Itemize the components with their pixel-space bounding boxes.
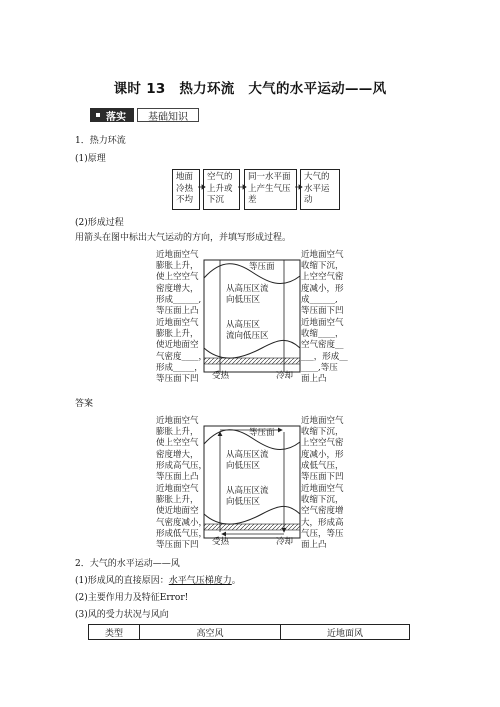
page-title: 课时 13 热力环流 大气的水平运动——风 [113,81,387,97]
heated-label-1: 受热 [212,371,230,381]
cooled-label-2: 冷却 [276,537,294,547]
wind-cause: (1)形成风的直接原因：水平气压梯度力。 [75,576,241,586]
lower-flow-2b: 向低压区 [226,497,261,507]
heated-label-2: 受热 [212,537,230,547]
principle-label: (1)原理 [75,154,106,164]
answer-label: 答案 [75,399,94,409]
flow-text-3: 同一水平面上产生气压差 [248,172,291,205]
table-header: 类型 [89,625,140,640]
isobar-label-1: 等压面 [249,262,275,272]
lower-flow-2a: 从高压区流 [226,486,269,496]
wind-force-state: (3)风的受力状况与风向 [75,610,169,620]
lower-flow-1b: 流向低压区 [226,331,269,341]
table-header: 近地面风 [281,625,410,640]
process-label: (2)形成过程 [75,218,124,228]
flow-text-4: 大气的水平运动 [304,172,330,205]
cooled-label-1: 冷却 [276,371,294,381]
lower-flow-1a: 从高压区 [226,320,261,330]
upper-flow-2a: 从高压区流 [226,450,269,460]
isobar-label-2: 等压面 [249,428,275,438]
heading-wind: 2．大气的水平运动——风 [75,559,180,569]
d1-left-bottom: 近地面空气 膨胀上升， 使近地面空 气密度____， 形成_____， 等压面下凹 [156,318,208,385]
flow-text-2: 空气的上升或下沉 [207,172,233,205]
d1-right-bottom: 近地面空气 收缩____， 空气密度__ ___，形成__ ____,等压 面上凸 [301,318,348,385]
heading-thermal: 1．热力环流 [75,136,126,146]
tag-light: 基础知识 [137,108,199,122]
d2-left-top: 近地面空气 膨胀上升， 使上空空气 密度增大， 形成高气压， 等压面上凸 [156,416,208,483]
flow-text-1: 地面冷热不均 [176,172,194,205]
d2-left-bottom: 近地面空气 膨胀上升， 使近地面空 气密度减小， 形成低气压， 等压面下凹 [156,484,208,551]
table-header: 高空风 [140,625,281,640]
tag-dark: 落实 [90,108,134,122]
wind-cause-answer: 水平气压梯度力 [168,576,232,586]
upper-flow-1a: 从高压区流 [226,284,269,294]
wind-table [88,624,410,640]
d1-right-top: 近地面空气 收缩下沉， 上空空气密 度减小，形 成______, 等压面下凹 [301,250,344,317]
wind-force: (2)主要作用力及特征Error! [75,593,189,603]
d2-right-top: 近地面空气 收缩下沉， 上空空气密 度减小，形 成低气压， 等压面下凹 [301,416,344,483]
d2-right-bottom: 近地面空气 收缩下沉， 空气密度增 大，形成高 气压，等压 面上凸 [301,484,344,551]
d1-left-top: 近地面空气 膨胀上升， 使上空空气 密度增大， 形成______, 等压面上凸 [156,250,202,317]
instruction: 用箭头在图中标出大气运动的方向，并填写形成过程。 [75,233,292,243]
upper-flow-1b: 向低压区 [226,295,261,305]
upper-flow-2b: 向低压区 [226,461,261,471]
table-header-row [89,625,410,640]
